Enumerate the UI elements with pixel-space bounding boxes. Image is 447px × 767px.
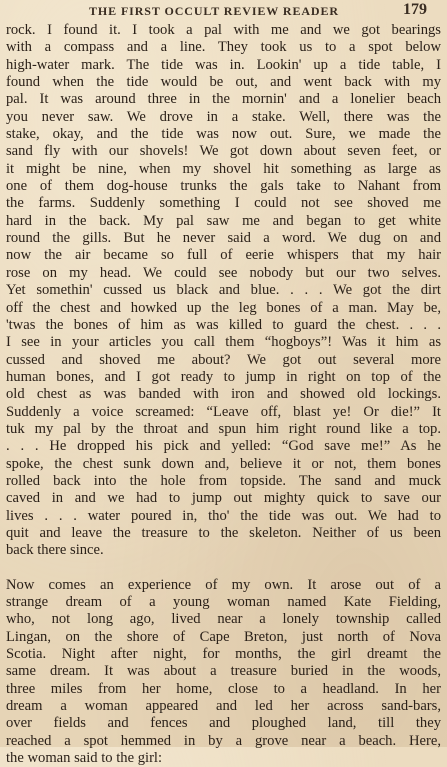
text-line: Suddenly a voice screamed: “Leave off, blast ye! Or die!” It <box>6 403 441 420</box>
text-line: strange dream of a young woman named Kate Fielding, <box>6 594 441 610</box>
text-line: back there since. <box>6 542 104 559</box>
running-head <box>6 0 441 22</box>
text-line: you never saw. We drove in a stake. Well, there was the <box>6 108 441 125</box>
text-line: old chest as was banded with iron and showed old lockings. <box>6 386 441 403</box>
text-line: who, not long ago, lived near a lonely township called <box>6 611 441 628</box>
text-line: rolled back into the hole from topside. The sand and muck <box>6 472 441 489</box>
text-line: the farms. Suddenly something I could not see shoved me <box>6 195 441 212</box>
text-line: pal. It was around three in the mornin' and a lonelier beach <box>6 91 441 108</box>
text-line: caved in and we had to jump out mighty quick to save our <box>6 490 441 507</box>
text-line: lives . . . water poured in, tho' the tide was out. We had to <box>6 507 441 524</box>
text-line: I see in your articles you call them “hogboys”! Was it him as <box>6 334 441 351</box>
text-line: rock. I found it. I took a pal with me and we got bearings <box>6 22 441 38</box>
text-line: found when the tide would be out, and went back with my <box>6 74 441 91</box>
text-line: off the chest and howked up the leg bones of a man. May be, <box>6 299 441 316</box>
text-line: . . . He dropped his pick and yelled: “God save me!” As he <box>6 438 441 455</box>
text-line: Lingan, on the shore of Cape Breton, just north of Nova <box>6 628 441 645</box>
text-line: human bones, and I got ready to jump in right on top of the <box>6 368 441 385</box>
text-line: same dream. It was about a treasure buried in the woods, <box>6 663 441 680</box>
text-line: tuk my pal by the throat and spun him right round like a top. <box>6 420 441 437</box>
text-line: with a compass and a line. They took us to a spot below <box>6 39 441 56</box>
text-line: now the air became so full of eerie whispers that my hair <box>6 247 441 264</box>
text-line: stake, okay, and the tide was now out. Sure, we made the <box>6 126 441 143</box>
text-line: cussed and shoved me about? We got out several more <box>6 351 441 368</box>
text-line: reached a spot hemmed in by a grove near a beach. Here, <box>6 732 441 749</box>
text-line: dream a woman appeared and led her across sand-bars, <box>6 698 441 715</box>
text-line: rose on my head. We could see nobody but our two selves. <box>6 264 441 281</box>
text-line: one of them dog-house trunks the gals take to Nahant from <box>6 178 441 195</box>
text-line: round the gills. But he never said a word. We dug on and <box>6 230 441 247</box>
text-line: 'twas the bones of him as was killed to guard the chest. . . . <box>6 316 441 333</box>
text-line: three miles from her home, close to a headland. In her <box>6 680 441 697</box>
text-line: over fields and fences and ploughed land, till they <box>6 715 441 732</box>
text-line: the woman said to the girl: <box>6 750 163 767</box>
text-line: Scotia. Night after night, for months, the girl dreamt the <box>6 646 441 663</box>
text-line: hard in the back. My pal saw me and began to get white <box>6 212 441 229</box>
text-line: spoke, the chest sunk down and, believe it or not, them bones <box>6 455 441 472</box>
text-line: it might be nine, when my shovel hit something as large as <box>6 160 441 177</box>
paragraph-2 <box>6 577 441 767</box>
text-line: Yet somethin' cussed us black and blue. . . . We got the dirt <box>6 282 441 299</box>
running-title: THE FIRST OCCULT REVIEW READER <box>89 4 339 18</box>
page-number: 179 <box>403 1 427 18</box>
text-line: quit and leave the treasure to the skeleton. Neither of us been <box>6 524 441 541</box>
text-line: high-water mark. The tide was in. Lookin' up a tide table, I <box>6 56 441 73</box>
paragraph-1 <box>6 22 441 560</box>
text-line: Now comes an experience of my own. It arose out of a <box>6 576 441 593</box>
text-line: sand fly with our shovels! We got down about seven feet, or <box>6 143 441 160</box>
